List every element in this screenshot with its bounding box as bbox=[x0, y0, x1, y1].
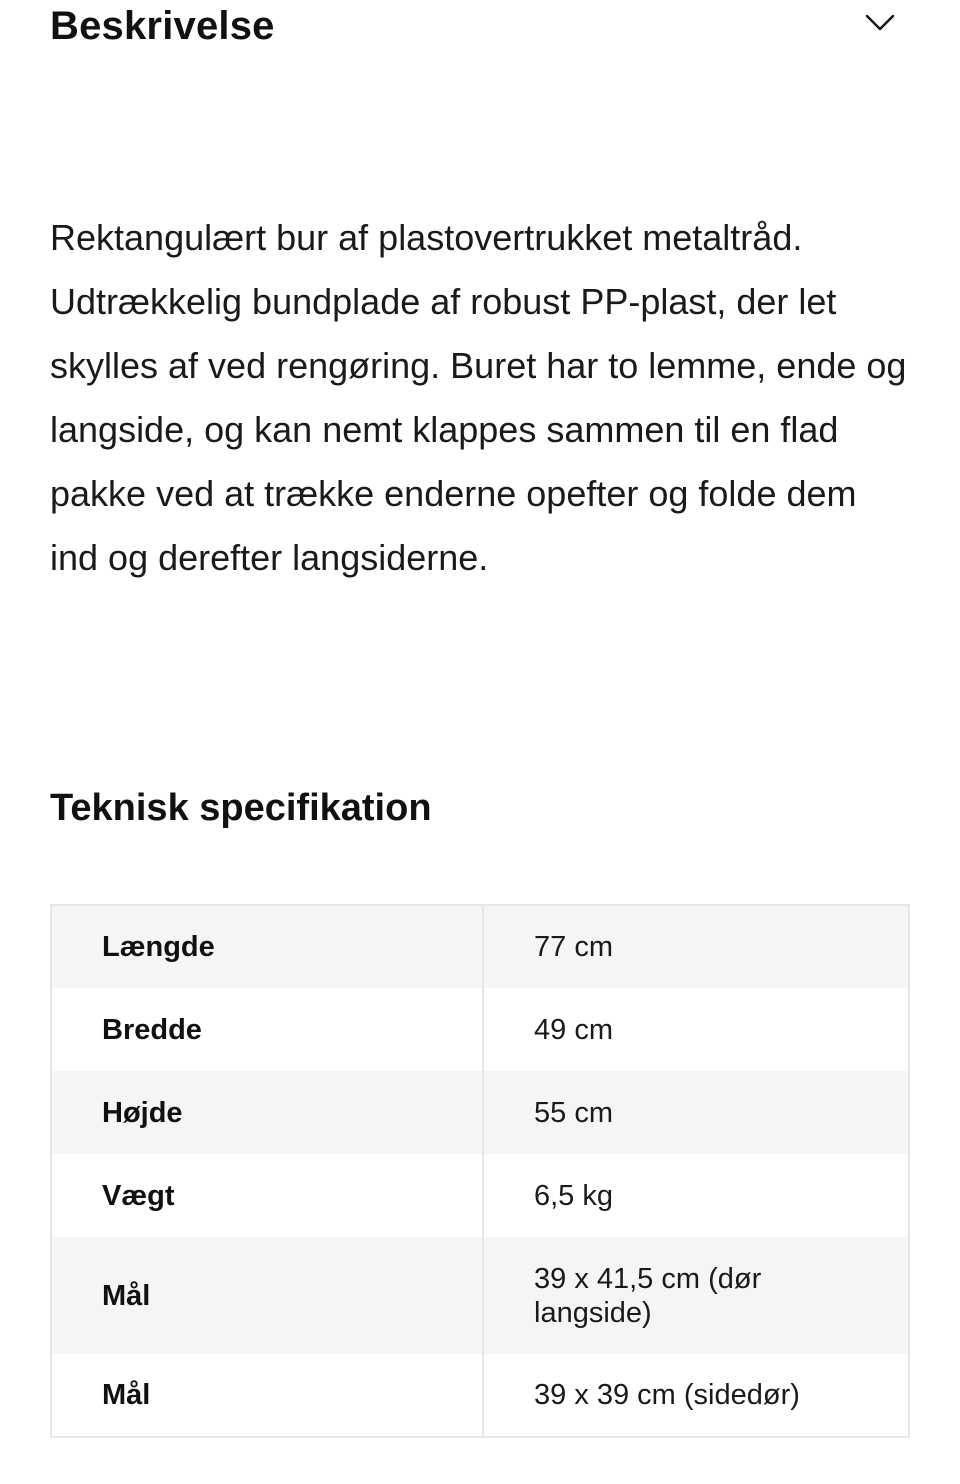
table-row bbox=[51, 905, 909, 988]
table-row bbox=[51, 1237, 909, 1354]
spec-value: 49 cm bbox=[534, 1013, 613, 1046]
spec-label: Mål bbox=[51, 1237, 483, 1354]
spec-label: Længde bbox=[51, 905, 483, 988]
spec-title: Teknisk specifikation bbox=[50, 787, 432, 829]
spec-value: 39 x 39 cm (sidedør) bbox=[534, 1379, 800, 1411]
spec-value bbox=[483, 1237, 909, 1354]
spec-label: Vægt bbox=[51, 1154, 483, 1237]
table-row bbox=[51, 1154, 909, 1237]
spec-value: 55 cm bbox=[534, 1096, 613, 1129]
table-row bbox=[51, 1071, 909, 1154]
spec-value-text: 39 x 41,5 cm (dør langside) bbox=[534, 1262, 762, 1329]
spec-table bbox=[50, 904, 910, 1438]
chevron-down-icon[interactable] bbox=[864, 7, 896, 39]
spec-label: Højde bbox=[51, 1071, 483, 1154]
spec-label: Mål bbox=[51, 1354, 483, 1437]
spec-label: Bredde bbox=[51, 988, 483, 1071]
description-title: Beskrivelse bbox=[50, 4, 275, 48]
spec-value: 77 cm bbox=[534, 931, 613, 963]
table-row bbox=[51, 1354, 909, 1437]
description-accordion-header[interactable] bbox=[50, 0, 910, 52]
description-text: Rektangulært bur af plastovertrukket metaltråd. Udtrækkelig bundplade af robust PP-plast, der let skylles af ved rengøring. Buret har to lemme, ende og langside, og kan nemt klappes sammen til en flad pakke ved at trække enderne opefter og folde dem ind og derefter langsiderne. bbox=[50, 217, 907, 578]
spec-value: 6,5 kg bbox=[534, 1179, 613, 1212]
table-row bbox=[51, 988, 909, 1071]
